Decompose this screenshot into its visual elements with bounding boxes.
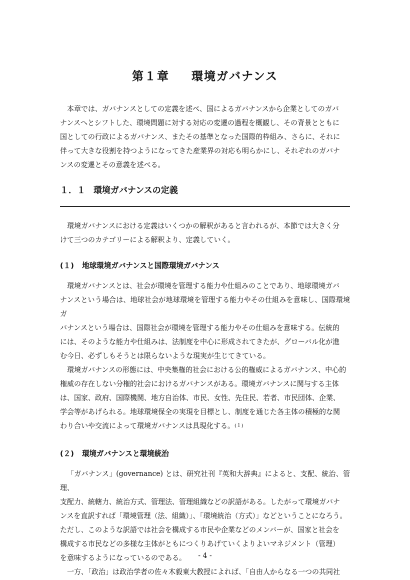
body-line <box>60 419 350 433</box>
intro-line: 国としての行政によるガバナンス、またその基準となった国際的枠組み、さらに、それに <box>60 133 341 141</box>
body-line: を意味するようになっているのである。 <box>60 554 186 562</box>
body-line: 権威の存在しない分権的社会におけるガバナンスがある。環境ガバナンスに関与する主体 <box>60 380 339 388</box>
subsection2-paragraph1 <box>60 467 350 565</box>
section-paragraph <box>60 219 350 247</box>
subsection-title: 環境ガバナンスと環境統治 <box>81 449 169 458</box>
section-heading <box>60 184 350 202</box>
page-number: - 4 - <box>198 552 212 560</box>
subsection-heading-1 <box>60 261 350 271</box>
body-line: 一方、「政治」は政治学者の佐々木毅東大教授によれば、「自由人からなる一つの共同社 <box>67 568 340 576</box>
subsection-number: (１) <box>60 261 74 270</box>
body-line: 構成する市民などの多様な主体がともにつくりあげていくよりよいマネジメント（管理） <box>60 540 340 548</box>
chapter-title <box>60 68 350 84</box>
footnote-reference: (１) <box>234 423 244 429</box>
chapter-title-text: 環境ガバナンス <box>191 69 279 83</box>
section-line: けて三つのカテゴリーによる解釈より、定義していく。 <box>60 236 235 244</box>
intro-line: 伴って大きな役割を持つようになってきた産業界の対応も明らかにし、それぞれのガバナ <box>60 147 340 155</box>
subsection-number: (２) <box>60 449 74 458</box>
body-line: は、国家、政府、国際機関、地方自治体、市民、女性、先住民、若者、市民団体、企業、 <box>60 394 340 402</box>
body-line: 学会等があげられる。地球環境保全の実現を目標とし、制度を通じた各主体の積極的な関 <box>60 408 340 416</box>
intro-paragraph <box>60 102 350 172</box>
body-line: 環境ガバナンスとは、社会が環境を管理する能力や仕組みのことであり、地球環境ガバ <box>67 282 340 290</box>
body-line: 支配力、統轄力、統治方式、管理法、管理組織などの訳語がある。したがって環境ガバナ <box>60 498 340 506</box>
subsection-title: 地球環境ガバナンスと国際環境ガバナンス <box>81 261 220 270</box>
body-line: ナンスという場合は、地球社会が地球環境を管理する能力やその仕組みを意味し、国際環境ガ <box>60 296 350 318</box>
chapter-number: 第１章 <box>131 69 170 83</box>
section-rule <box>60 206 350 207</box>
intro-line: 本章では、ガバナンスとしての定義を述べ、国によるガバナンスから企業としてのガバ <box>67 105 339 113</box>
subsection2-paragraph2 <box>60 565 350 579</box>
intro-line: ナンスへとシフトした、環境問題に対する対応の変遷の過程を概観し、その背景とともに <box>60 119 340 127</box>
subsection1-paragraph2 <box>60 363 350 433</box>
body-line: 「ガバナンス」(governance) とは、研究社刊『英和大辞典』によると、支配、統治、管理、 <box>60 470 350 492</box>
body-line: バナンスという場合は、国際社会が環境を管理する能力やその仕組みを意味する。伝統的 <box>60 324 340 332</box>
subsection-heading-2 <box>60 449 350 459</box>
body-line: には、そのような能力や仕組みは、法制度を中心に形成されてきたが、グローバル化が進 <box>60 338 340 346</box>
section-line: 環境ガバナンスにおける定義はいくつかの解釈があると言われるが、本節では大きく分 <box>67 222 340 230</box>
body-line: む今日、必ずしもそうとは限らないような現実が生じてきている。 <box>60 352 270 360</box>
body-line-text: わり合いや交流によって環境ガバナンスは具現化する。 <box>60 422 235 430</box>
section-title: 環境ガバナンスの定義 <box>93 186 178 196</box>
intro-line: ンスの変遷とその意義を述べる。 <box>60 161 165 169</box>
body-line: ただし、このような訳語では社会を構成する市民や企業などのメンバーが、国家と社会を <box>60 526 340 534</box>
body-line: ンスを直訳すれば「環境管理（法、組織）」、「環境統治（方式）」などということになろう。 <box>60 512 347 520</box>
subsection1-paragraph1 <box>60 279 350 363</box>
section-number: １．１ <box>60 186 86 196</box>
body-line: 環境ガバナンスの形態には、中央集権的社会における公的権威によるガバナンス、中心的 <box>67 366 347 374</box>
